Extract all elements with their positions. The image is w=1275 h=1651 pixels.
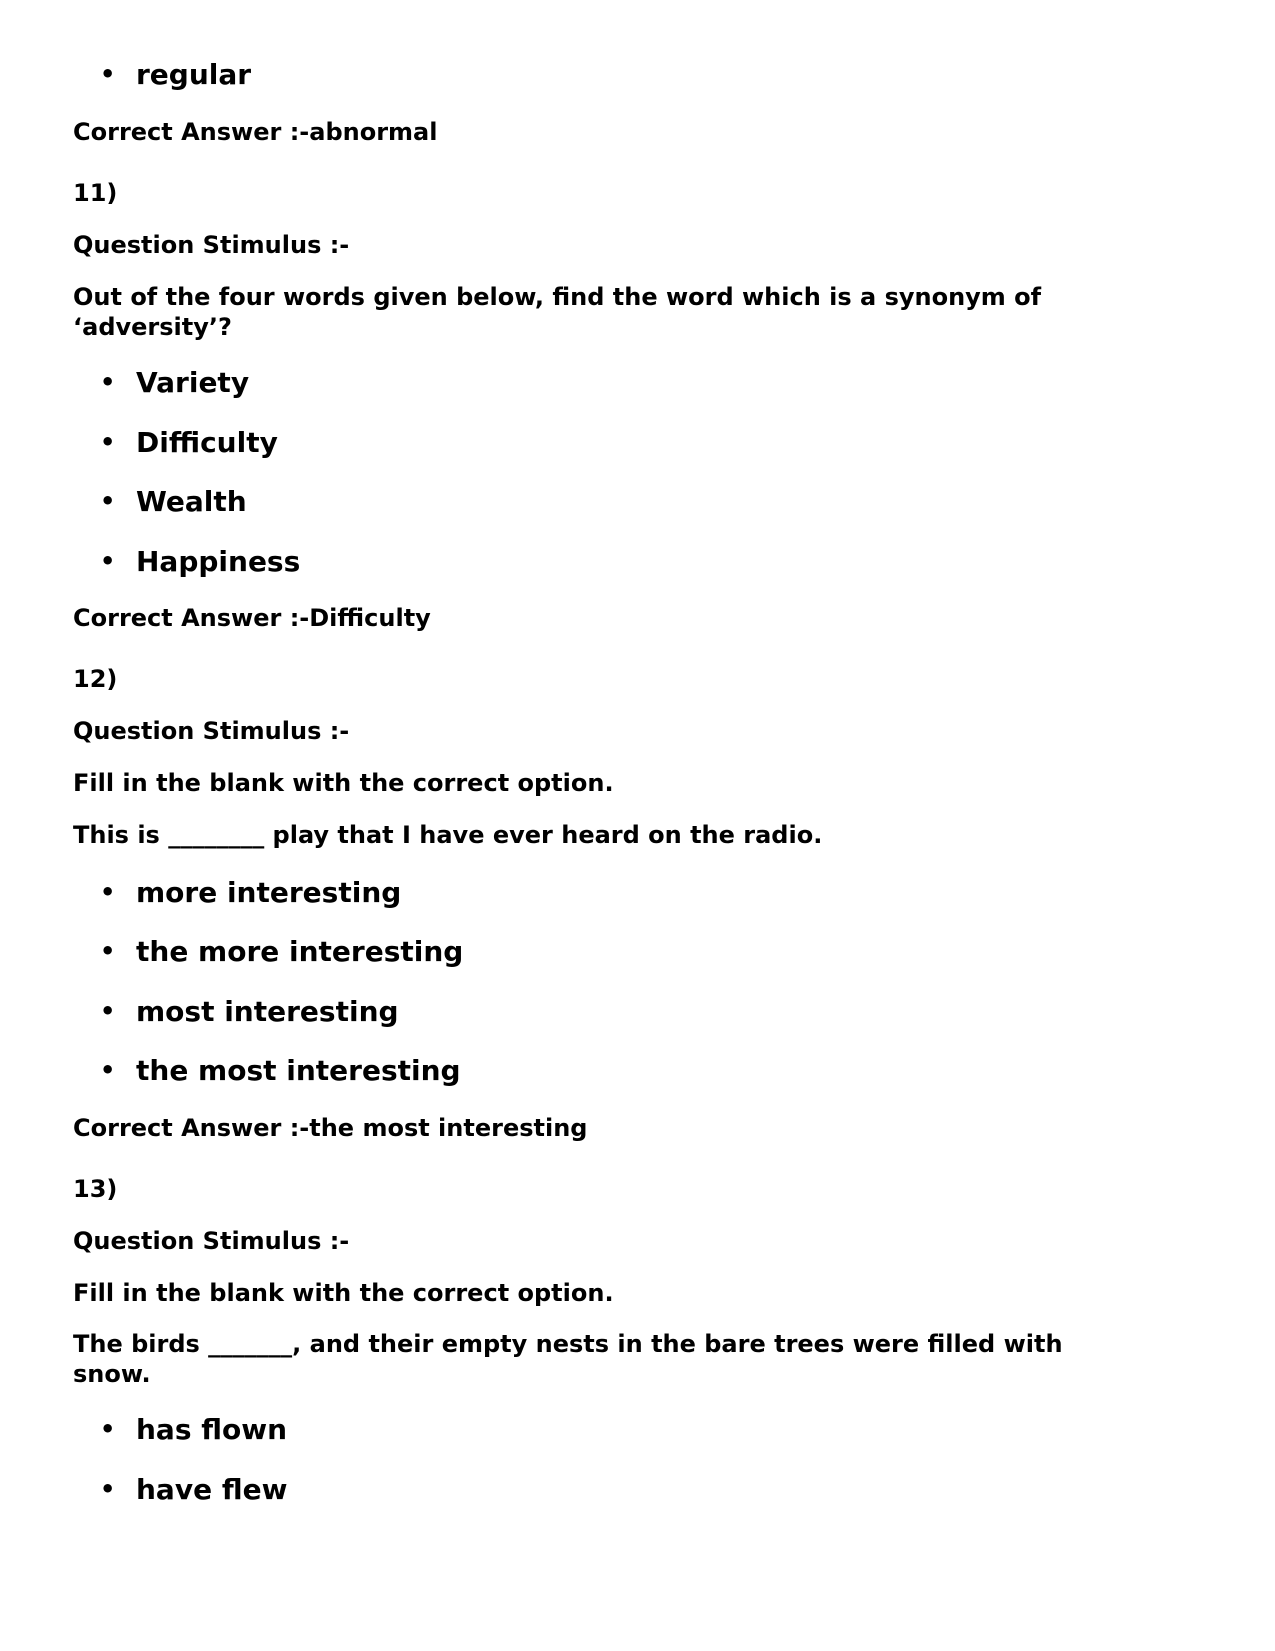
- option-item: [100, 365, 249, 400]
- option-item: [100, 875, 401, 910]
- question-instruction: Fill in the blank with the correct option.: [73, 769, 614, 797]
- question-sentence: The birds _______, and their empty nests in the bare trees were filled with snow.: [73, 1330, 1063, 1388]
- bullet-icon: •: [100, 1056, 116, 1084]
- question-number: 13): [73, 1175, 118, 1203]
- question-stimulus-label: Question Stimulus :-: [73, 717, 350, 745]
- question-text: Out of the four words given below, find the word which is a synonym of ‘adversity’?: [73, 283, 1042, 341]
- correct-answer: Correct Answer :-the most interesting: [73, 1114, 588, 1142]
- option-text: Variety: [136, 366, 250, 399]
- option-text: Happiness: [136, 545, 301, 578]
- option-item: [100, 1053, 461, 1088]
- question-number: 11): [73, 179, 118, 207]
- option-text: the more interesting: [136, 935, 464, 968]
- question-stimulus-label: Question Stimulus :-: [73, 231, 350, 259]
- correct-answer: Correct Answer :-abnormal: [73, 118, 438, 146]
- question-sentence: This is ________ play that I have ever heard on the radio.: [73, 821, 823, 849]
- option-text: have flew: [136, 1473, 288, 1506]
- question-number: 12): [73, 665, 118, 693]
- bullet-icon: •: [100, 547, 116, 575]
- bullet-icon: •: [100, 878, 116, 906]
- option-text: more interesting: [136, 876, 402, 909]
- bullet-icon: •: [100, 1475, 116, 1503]
- option-text: most interesting: [136, 995, 399, 1028]
- option-item: [100, 1472, 287, 1507]
- option-text: Wealth: [136, 485, 247, 518]
- question-instruction: Fill in the blank with the correct option.: [73, 1279, 614, 1307]
- option-item: [100, 484, 247, 519]
- bullet-icon: •: [100, 1415, 116, 1443]
- option-item: [100, 1412, 287, 1447]
- option-text: has flown: [136, 1413, 288, 1446]
- option-text: the most interesting: [136, 1054, 461, 1087]
- option-text: Difficulty: [136, 426, 278, 459]
- option-item: [100, 544, 300, 579]
- bullet-icon: •: [100, 997, 116, 1025]
- bullet-icon: •: [100, 60, 116, 88]
- option-item: [100, 425, 278, 460]
- option-text: regular: [136, 58, 252, 91]
- correct-answer: Correct Answer :-Difficulty: [73, 604, 431, 632]
- option-item: [100, 994, 399, 1029]
- option-item: [100, 934, 463, 969]
- bullet-icon: •: [100, 428, 116, 456]
- bullet-icon: •: [100, 368, 116, 396]
- bullet-icon: •: [100, 937, 116, 965]
- bullet-icon: •: [100, 487, 116, 515]
- option-item: [100, 57, 251, 92]
- question-stimulus-label: Question Stimulus :-: [73, 1227, 350, 1255]
